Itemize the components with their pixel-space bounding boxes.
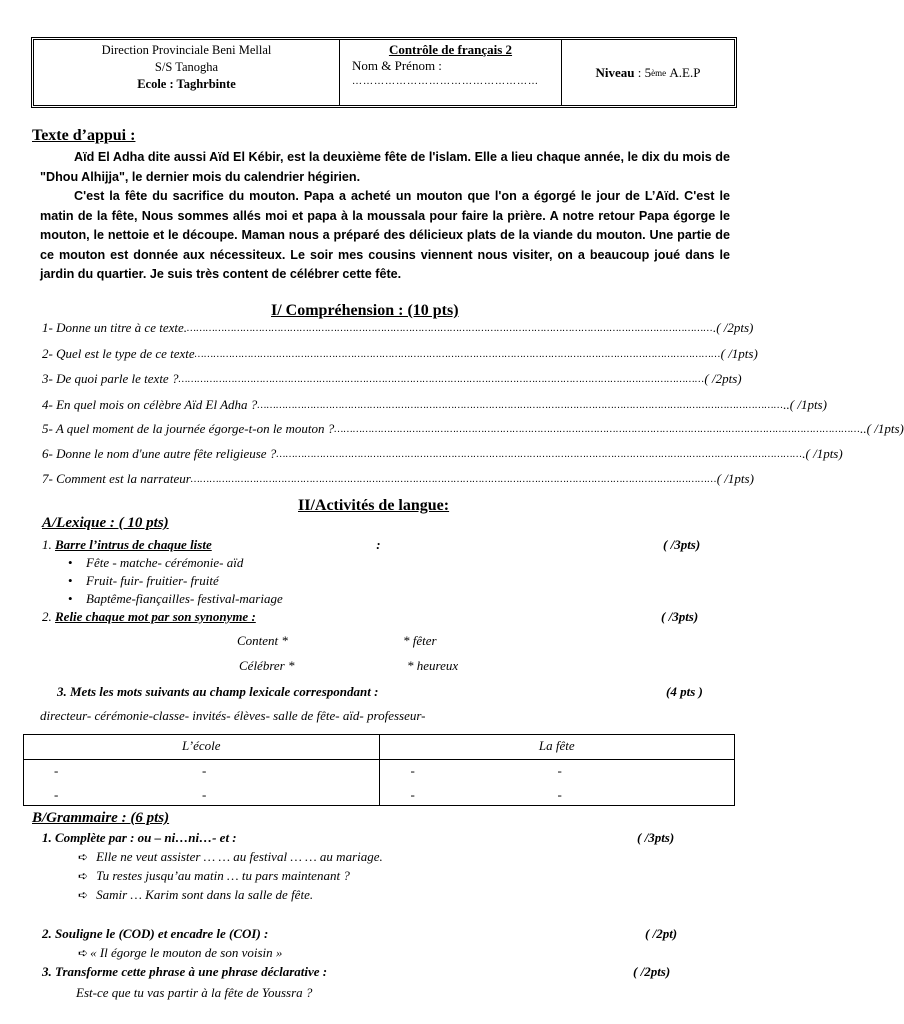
answer-line[interactable]: …………………………………………………………………………………………………………………………………………………… [187, 323, 713, 334]
question-points: ..( /1pts) [783, 397, 827, 412]
synonym-right-2[interactable]: * heureux [407, 658, 459, 673]
lexique-heading: A/Lexique : ( 10 pts) [42, 515, 169, 531]
answer-line[interactable]: …………………………………………………………………………………………………………………………………………………… [194, 349, 721, 360]
word-list: directeur- cérémonie-classe- invités- élèves- salle de fête- aïd- professeur- [40, 708, 426, 723]
exercise-instruction: Barre l’intrus de chaque liste [55, 537, 212, 552]
grammaire-exercise-3: 3. Transforme cette phrase à une phrase déclarative : [42, 964, 328, 979]
intrus-list-1[interactable]: • Fête - matche- cérémonie- aïd [86, 555, 243, 571]
synonym-right-1[interactable]: * fêter [403, 633, 437, 648]
exam-title: Contrôle de français 2 [388, 42, 513, 57]
sentence-text: Samir … Karim sont dans la salle de fête. [96, 887, 314, 902]
exercise-colon: : [376, 537, 381, 552]
question-points: .( /2pts) [712, 320, 754, 335]
grammar-sentence-1[interactable] [78, 849, 383, 865]
column-ecole [24, 735, 380, 805]
grammaire-exercise-2: 2. Souligne le (COD) et encadre le (COI) : [42, 926, 269, 941]
table-cell[interactable]: - [557, 763, 562, 778]
table-cell[interactable]: - [557, 787, 562, 802]
grammaire-exercise-1-points: ( /3pts) [637, 830, 675, 845]
arrow-icon: ➪ [78, 946, 89, 960]
question-label: 5- A quel moment de la journée égorge-t-on le mouton ? [42, 421, 335, 436]
question-7 [42, 471, 754, 487]
lexique-exercise-3-points: (4 pts ) [666, 684, 703, 699]
exercise-number: 1. [42, 537, 52, 552]
lexical-field-table [23, 734, 735, 806]
question-label: 7- Comment est la narrateur [42, 471, 191, 486]
name-label: Nom & Prénom : [352, 58, 442, 73]
level-cell: Niveau : 5 ème A.E.P [595, 64, 701, 80]
answer-line[interactable]: …………………………………………………………………………………………………………………………………………………… [257, 400, 784, 411]
intrus-list-3[interactable]: • Baptême-fiançailles- festival-mariage [86, 591, 283, 607]
question-1 [42, 320, 754, 336]
question-label: 1- Donne un titre à ce texte. [42, 320, 187, 335]
exam-title-cell [340, 40, 562, 105]
exam-header [31, 37, 737, 108]
column-header-ecole: L’école [24, 735, 379, 760]
lexique-exercise-3: 3. Mets les mots suivants au champ lexicale correspondant : [57, 684, 379, 699]
support-paragraph-1: Aïd El Adha dite aussi Aïd El Kébir, est la deuxième fête de l'islam. Elle a lieu chaque année, le dix du mois de "Dhou Alhijja", le dernier mois du calendrier hégirien. [40, 150, 730, 184]
grammar-sentence-3[interactable] [78, 887, 313, 903]
level-num: 5 [644, 64, 652, 80]
table-cell[interactable]: - [410, 763, 415, 778]
question-5 [42, 421, 904, 437]
support-paragraph-2: C'est la fête du sacrifice du mouton. Papa a acheté un mouton que l'on a égorgé le jour de L’Aïd. C'est le matin de la fête, Nous sommes allés moi et papa à la moussala pour faire la prière. A notre retour Papa égorge le mouton, le nettoie et le découpe. Maman nous a préparé des délicieux plats de la viande du mouton. Une partie de ce mouton est donnée aux nécessiteux. Le soir mes cousins viennent nous visiter, on a beaucoup joué dans le jardin du quartier. Je suis très content de célébrer cette fête. [40, 189, 730, 281]
question-points: ..( /1pts) [860, 421, 904, 436]
sentence-text: « Il égorge le mouton de son voisin » [90, 945, 283, 960]
sentence-text: Elle ne veut assister … … au festival … … au mariage. [96, 849, 383, 864]
level-sup: ème [651, 67, 667, 78]
question-6 [42, 446, 843, 462]
arrow-icon: ➪ [78, 888, 89, 902]
lexique-exercise-1 [42, 537, 381, 553]
answer-line[interactable]: …………………………………………………………………………………………………………………………………………………… [334, 424, 861, 435]
grammaire-exercise-1: 1. Complète par : ou – ni…ni…- et : [42, 830, 237, 845]
answer-line[interactable]: …………………………………………………………………………………………………………………………………………………… [190, 474, 717, 485]
synonym-left-2[interactable]: Célébrer * [239, 658, 295, 673]
question-3 [42, 371, 742, 387]
school-info [34, 40, 340, 105]
grammaire-heading: B/Grammaire : (6 pts) [32, 810, 170, 826]
table-cell[interactable]: - [202, 763, 207, 778]
question-2 [42, 346, 758, 362]
sub-line: S/S Tanogha [154, 60, 219, 74]
column-header-fete: La fête [380, 735, 735, 760]
sentence-text: Tu restes jusqu’au matin … tu pars maintenant ? [96, 868, 350, 883]
lexique-exercise-2 [42, 609, 256, 625]
table-cell[interactable]: - [54, 763, 59, 778]
lexique-exercise-2-points: ( /3pts) [661, 609, 699, 624]
table-cell[interactable]: - [54, 787, 59, 802]
exercise-instruction: Relie chaque mot par son synonyme : [55, 609, 256, 624]
intrus-list-2[interactable]: • Fruit- fuir- fruitier- fruité [86, 573, 219, 589]
answer-line[interactable]: …………………………………………………………………………………………………………………………………………………… [178, 374, 705, 385]
activities-heading: II/Activités de langue: [298, 497, 450, 514]
arrow-icon: ➪ [78, 850, 89, 864]
column-fete [380, 735, 735, 805]
question-label: 6- Donne le nom d'une autre fête religieuse ? [42, 446, 277, 461]
lexique-exercise-1-points: ( /3pts) [663, 537, 701, 552]
support-heading: Texte d’appui : [32, 127, 136, 144]
question-points: ( /1pts) [716, 471, 754, 486]
question-4 [42, 397, 827, 413]
synonym-left-1[interactable]: Content * [237, 633, 288, 648]
question-points: .( /1pts) [802, 446, 843, 461]
answer-line[interactable]: …………………………………………………………………………………………………………………………………………………… [276, 449, 803, 460]
transform-sentence[interactable]: Est-ce que tu vas partir à la fête de Youssra ? [76, 985, 313, 1000]
direction-line: Direction Provinciale Beni Mellal [101, 43, 272, 57]
grammaire-exercise-3-points: ( /2pts) [633, 964, 671, 979]
comprehension-heading: I/ Compréhension : (10 pts) [271, 302, 459, 319]
grammar-sentence-2[interactable] [78, 868, 350, 884]
table-cell[interactable]: - [202, 787, 207, 802]
name-field[interactable]: …………………………………………… [352, 76, 539, 87]
exercise-number: 2. [42, 609, 52, 624]
question-points: ( /2pts) [704, 371, 742, 386]
table-cell[interactable]: - [410, 787, 415, 802]
level-label: Niveau [595, 64, 635, 80]
arrow-icon: ➪ [78, 869, 89, 883]
question-label: 3- De quoi parle le texte ? [42, 371, 179, 386]
school-name: Ecole : Taghrbinte [137, 77, 236, 91]
grammaire-exercise-2-points: ( /2pt) [645, 926, 678, 941]
question-points: ( /1pts) [720, 346, 758, 361]
question-label: 2- Quel est le type de ce texte [42, 346, 195, 361]
level-rest: A.E.P [669, 64, 701, 80]
cod-coi-sentence[interactable] [78, 945, 282, 961]
question-label: 4- En quel mois on célèbre Aïd El Adha ? [42, 397, 258, 412]
